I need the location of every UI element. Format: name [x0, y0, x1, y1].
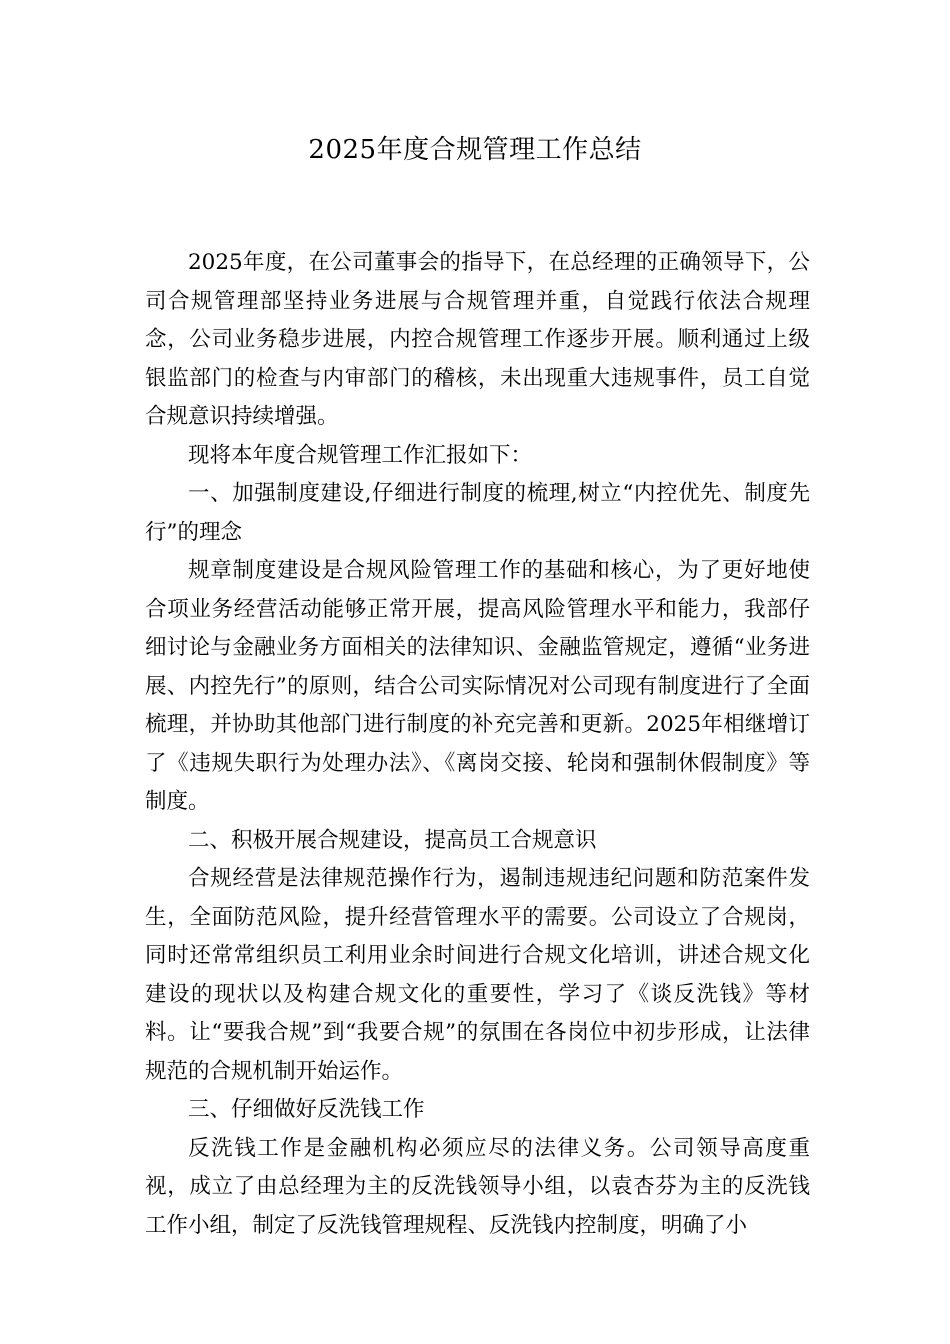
paragraph-report-lead: 现将本年度合规管理工作汇报如下：: [188, 442, 533, 468]
paragraph-section-2: 合规经营是法律规范操作行为，遏制违规违纪问题和防范案件发生，全面防范风险，提升经营管理水平的需要。公司设立了合规岗，同时还常常组织员工利用业余时间进行合规文化培训，讲述合规文化建设的现状以及构建合规文化的重要性，学习了《谈反洗钱》等材料。让“要我合规”到“我要合规”的氛围在各岗位中初步形成，让法律规范的合规机制开始运作。: [145, 866, 810, 1084]
section-heading-2: 二、积极开展合规建设，提高员工合规意识: [188, 827, 597, 853]
document-title: 2025年度合规管理工作总结: [308, 135, 642, 165]
paragraph-section-3: 反洗钱工作是金融机构必须应尽的法律义务。公司领导高度重视，成立了由总经理为主的反洗钱领导小组，以袁杏芬为主的反洗钱工作小组，制定了反洗钱管理规程、反洗钱内控制度，明确了小: [145, 1135, 810, 1238]
paragraph-section-1: 规章制度建设是合规风险管理工作的基础和核心，为了更好地使合项业务经营活动能够正常开展，提高风险管理水平和能力，我部仔细讨论与金融业务方面相关的法律知识、金融监管规定，遵循“业务进展、内控先行”的原则，结合公司实际情况对公司现有制度进行了全面梳理，并协助其他部门进行制度的补充完善和更新。2025年相继增订了《违规失职行为处理办法》、《离岗交接、轮岗和强制休假制度》等制度。: [145, 558, 810, 814]
document-body: [145, 244, 810, 1245]
section-heading-1: 一、加强制度建设,仔细进行制度的梳理,树立“内控优先、制度先行”的理念: [145, 481, 810, 545]
paragraph-intro: 2025年度，在公司董事会的指导下，在总经理的正确领导下，公司合规管理部坚持业务进展与合规管理并重，自觉践行依法合规理念，公司业务稳步进展，内控合规管理工作逐步开展。顺利通过上级银监部门的检查与内审部门的稽核，未出现重大违规事件，员工自觉合规意识持续增强。: [145, 250, 810, 429]
section-heading-3: 三、仔细做好反洗钱工作: [188, 1097, 425, 1122]
